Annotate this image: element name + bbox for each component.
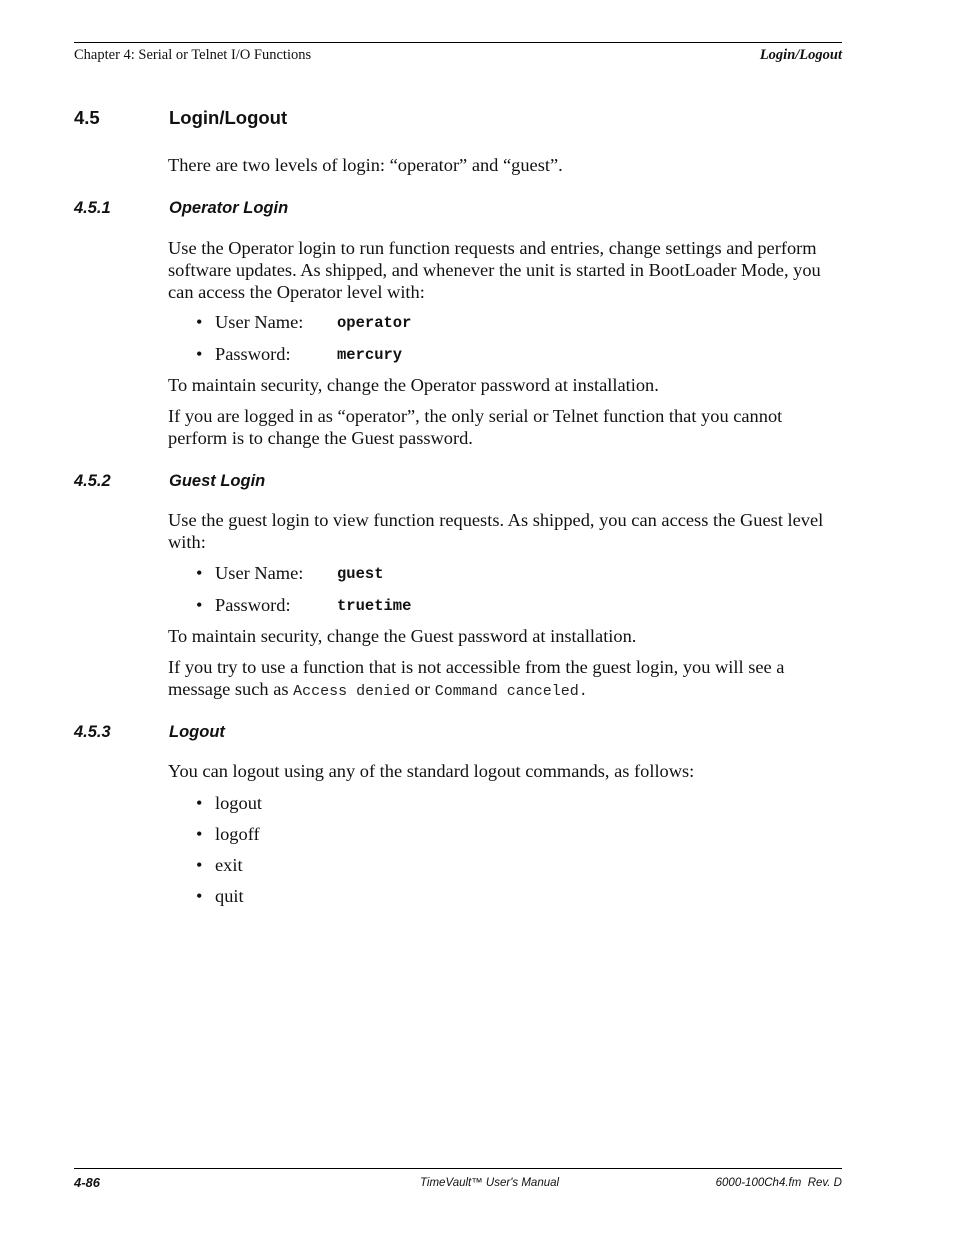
subsection-number: 4.5.3 (74, 723, 111, 741)
footer-manual-title: TimeVault™ User's Manual (420, 1177, 560, 1189)
list-item-label: Password: (215, 595, 291, 615)
page-number: 4-86 (74, 1175, 101, 1190)
paragraph (168, 656, 840, 703)
list-item: quit (215, 886, 244, 906)
list-item-label: Password: (215, 344, 291, 364)
subsection-number: 4.5.2 (74, 472, 111, 490)
bullet-icon: • (196, 855, 203, 875)
footer-rule (74, 1168, 842, 1169)
list-item-label: User Name: (215, 312, 304, 332)
footer-document-id: 6000-100Ch4.fm Rev. D (715, 1177, 842, 1189)
paragraph: Use the guest login to view function requests. As shipped, you can access the Guest level with: (168, 510, 824, 552)
section-title: Login/Logout (169, 107, 288, 128)
paragraph: Use the Operator login to run function requests and entries, change settings and perform software updates. As shipped, and whenever the unit is started in BootLoader Mode, you can access the Operator level with: (168, 238, 821, 302)
subsection-number: 4.5.1 (74, 199, 111, 217)
paragraph-text: or (414, 679, 431, 699)
paragraph-text: . (578, 683, 588, 700)
paragraph: If you are logged in as “operator”, the only serial or Telnet function that you cannot perform is to change the Guest password. (168, 406, 783, 448)
list-item-value: guest (337, 565, 384, 583)
header-section: Login/Logout (759, 47, 842, 63)
code-command-canceled: Command canceled (434, 683, 579, 700)
list-item: logout (215, 793, 263, 813)
bullet-icon: • (196, 824, 203, 844)
paragraph: There are two levels of login: “operator” and “guest”. (168, 155, 563, 175)
list-item-value: truetime (337, 597, 412, 615)
paragraph: You can logout using any of the standard logout commands, as follows: (168, 761, 695, 781)
subsection-title: Operator Login (169, 199, 289, 217)
header-chapter: Chapter 4: Serial or Telnet I/O Functions (74, 47, 312, 63)
code-access-denied: Access denied (293, 683, 411, 700)
list-item: logoff (215, 824, 260, 844)
list-item-value: operator (337, 314, 412, 332)
list-item-label: User Name: (215, 563, 304, 583)
list-item-value: mercury (337, 346, 403, 364)
subsection-title: Guest Login (169, 472, 266, 490)
paragraph: To maintain security, change the Operator password at installation. (168, 375, 659, 395)
section-number: 4.5 (74, 107, 100, 128)
bullet-icon: • (196, 312, 203, 332)
bullet-icon: • (196, 793, 203, 813)
list-item: exit (215, 855, 243, 875)
paragraph: To maintain security, change the Guest password at installation. (168, 626, 637, 646)
paragraph-text: If you try to use a function that is not accessible from the guest login, you will see a message such as (168, 657, 785, 699)
header-rule (74, 42, 842, 43)
bullet-icon: • (196, 886, 203, 906)
bullet-icon: • (196, 563, 203, 583)
bullet-icon: • (196, 344, 203, 364)
bullet-icon: • (196, 595, 203, 615)
subsection-title: Logout (169, 723, 225, 741)
